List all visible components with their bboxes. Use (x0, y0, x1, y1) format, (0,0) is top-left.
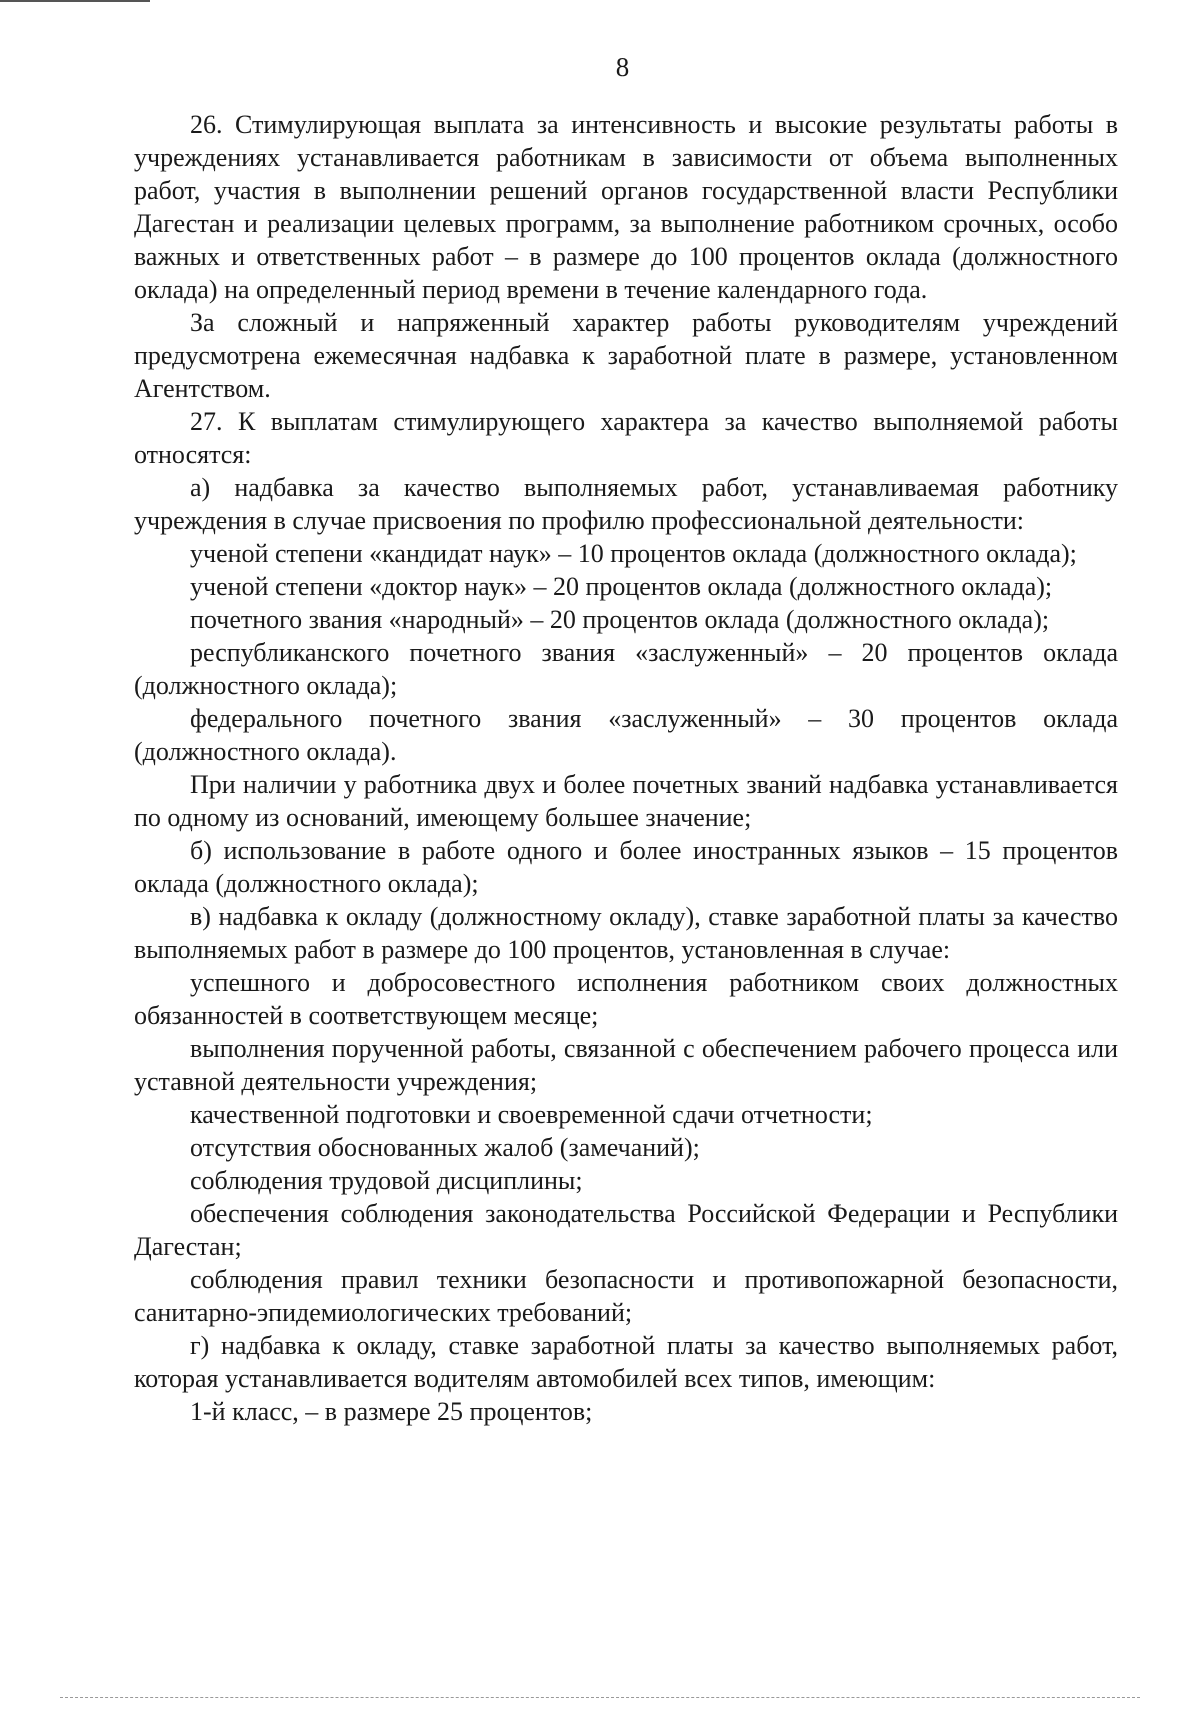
bottom-edge-line (60, 1697, 1140, 1698)
document-body (134, 108, 1118, 1428)
item-assigned-work: выполнения порученной работы, связанной с обеспечением рабочего процесса или уставной деятельности учреждения; (134, 1034, 1118, 1096)
item-republican-title: республиканского почетного звания «заслуженный» – 20 процентов оклада (должностного оклада); (134, 638, 1118, 700)
item-peoples-title: почетного звания «народный» – 20 процентов оклада (должностного оклада); (190, 605, 1050, 634)
item-safety-rules: соблюдения правил техники безопасности и противопожарной безопасности, санитарно-эпидемиологических требований; (134, 1265, 1118, 1327)
top-edge-line (0, 0, 150, 2)
item-labor-discipline: соблюдения трудовой дисциплины; (190, 1166, 583, 1195)
paragraph-multiple-titles: При наличии у работника двух и более почетных званий надбавка устанавливается по одному из оснований, имеющему большее значение; (134, 770, 1118, 832)
paragraph-26: 26. Стимулирующая выплата за интенсивность и высокие результаты работы в учреждениях устанавливается работникам в зависимости от объема выполненных работ, участия в выполнении решений органов государственной власти Республики Дагестан и реализации целевых программ, за выполнение работником срочных, особо важных и ответственных работ – в размере до 100 процентов оклада (должностного оклада) на определенный период времени в течение календарного года. (134, 110, 1118, 304)
item-reporting: качественной подготовки и своевременной сдачи отчетности; (190, 1100, 873, 1129)
page-number: 8 (615, 52, 630, 82)
paragraph-27: 27. К выплатам стимулирующего характера за качество выполняемой работы относятся: (134, 407, 1118, 469)
item-successful-performance: успешного и добросовестного исполнения работником своих должностных обязанностей в соответствующем месяце; (134, 968, 1118, 1030)
item-legislation: обеспечения соблюдения законодательства Российской Федерации и Республики Дагестан; (134, 1199, 1118, 1261)
paragraph-a: а) надбавка за качество выполняемых работ, устанавливаемая работнику учреждения в случае присвоения по профилю профессиональной деятельности: (134, 473, 1118, 535)
item-first-class: 1-й класс, – в размере 25 процентов; (190, 1397, 593, 1426)
item-no-complaints: отсутствия обоснованных жалоб (замечаний); (190, 1133, 700, 1162)
paragraph-v: в) надбавка к окладу (должностному окладу), ставке заработной платы за качество выполняемых работ в размере до 100 процентов, установленная в случае: (134, 902, 1118, 964)
paragraph-complex-work: За сложный и напряженный характер работы руководителям учреждений предусмотрена ежемесячная надбавка к заработной плате в размере, установленном Агентством. (134, 308, 1118, 403)
item-federal-title: федерального почетного звания «заслуженный» – 30 процентов оклада (должностного оклада). (134, 704, 1118, 766)
item-candidate-degree: ученой степени «кандидат наук» – 10 процентов оклада (должностного оклада); (190, 539, 1077, 568)
paragraph-g: г) надбавка к окладу, ставке заработной платы за качество выполняемых работ, которая устанавливается водителям автомобилей всех типов, имеющим: (134, 1331, 1118, 1393)
paragraph-b: б) использование в работе одного и более иностранных языков – 15 процентов оклада (должностного оклада); (134, 836, 1118, 898)
item-doctor-degree: ученой степени «доктор наук» – 20 процентов оклада (должностного оклада); (190, 572, 1053, 601)
